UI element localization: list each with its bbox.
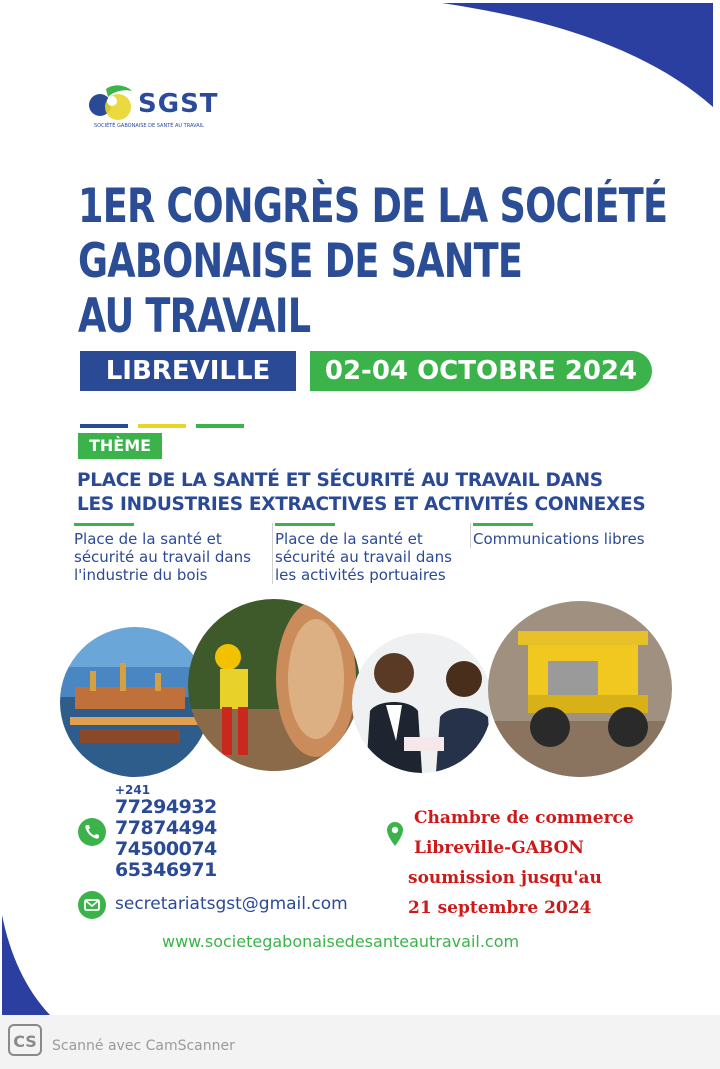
logo-subtitle: SOCIÉTÉ GABONAISE DE SANTÉ AU TRAVAIL <box>94 123 204 129</box>
subtheme-wood-industry <box>74 523 269 584</box>
bottom-left-wave-decoration <box>2 915 62 1015</box>
sgst-logo <box>86 83 246 135</box>
phone-icon <box>78 818 106 846</box>
subtheme-text: sécurité au travail dans <box>275 548 452 566</box>
color-divider <box>80 413 254 432</box>
deadline-line-1: soumission jusqu'au <box>408 868 602 888</box>
subtheme-text: les activités portuaires <box>275 566 446 584</box>
subtheme-text: Communications libres <box>473 530 645 548</box>
venue-and-deadline <box>408 803 634 923</box>
yellow-bar <box>138 424 186 428</box>
phone-numbers <box>115 783 217 881</box>
subtheme-text: Place de la santé et <box>275 530 423 548</box>
subtheme-free-communications <box>470 523 703 548</box>
theme-label: THÈME <box>78 433 162 459</box>
phone-prefix: +241 <box>115 783 151 797</box>
subtheme-text: sécurité au travail dans <box>74 548 251 566</box>
scanner-footer <box>0 1015 720 1069</box>
blue-bar <box>80 424 128 428</box>
phone-number: 77874494 <box>115 817 217 839</box>
subtheme-divider <box>74 523 134 526</box>
subtheme-divider <box>275 523 335 526</box>
subtheme-divider <box>473 523 533 526</box>
sgst-logo-mark-icon <box>86 83 142 127</box>
theme-text <box>77 469 697 517</box>
photo-strip <box>60 595 680 785</box>
subtheme-text: Place de la santé et <box>74 530 222 548</box>
theme-line-1: PLACE DE LA SANTÉ ET SÉCURITÉ AU TRAVAIL DANS <box>77 470 603 491</box>
logo-name: SGST <box>138 89 219 119</box>
venue-line-1: Chambre de commerce <box>414 808 634 828</box>
green-bar <box>196 424 244 428</box>
phone-number: 65346971 <box>115 859 217 881</box>
wood-worker-photo <box>188 599 360 771</box>
theme-line-2: LES INDUSTRIES EXTRACTIVES ET ACTIVITÉS CONNEXES <box>77 494 646 515</box>
business-meeting-photo <box>352 633 492 773</box>
website-url: www.societegabonaisedesanteautravail.com <box>162 932 520 951</box>
phone-number: 74500074 <box>115 838 217 860</box>
deadline-line-2: 21 septembre 2024 <box>408 898 592 918</box>
port-photo <box>60 627 210 777</box>
camscanner-logo-icon: CS <box>8 1024 42 1056</box>
venue-line-2: Libreville-GABON <box>414 838 584 858</box>
subtheme-port-activities <box>272 523 470 584</box>
scanner-watermark: Scanné avec CamScanner <box>52 1038 235 1054</box>
poster <box>2 3 713 1018</box>
title-line-3: AU TRAVAIL <box>78 289 311 344</box>
location-pin-icon <box>386 821 404 847</box>
mining-truck-photo <box>488 601 672 777</box>
subtheme-text: l'industrie du bois <box>74 566 208 584</box>
contact-email: secretariatsgst@gmail.com <box>115 894 348 914</box>
date-badge: 02-04 OCTOBRE 2024 <box>310 351 652 391</box>
title-line-1: 1ER CONGRÈS DE LA SOCIÉTÉ <box>78 179 668 234</box>
congress-title <box>78 179 668 344</box>
email-icon <box>78 891 106 919</box>
city-badge: LIBREVILLE <box>80 351 296 391</box>
title-line-2: GABONAISE DE SANTE <box>78 234 523 289</box>
phone-number: 77294932 <box>115 796 217 818</box>
